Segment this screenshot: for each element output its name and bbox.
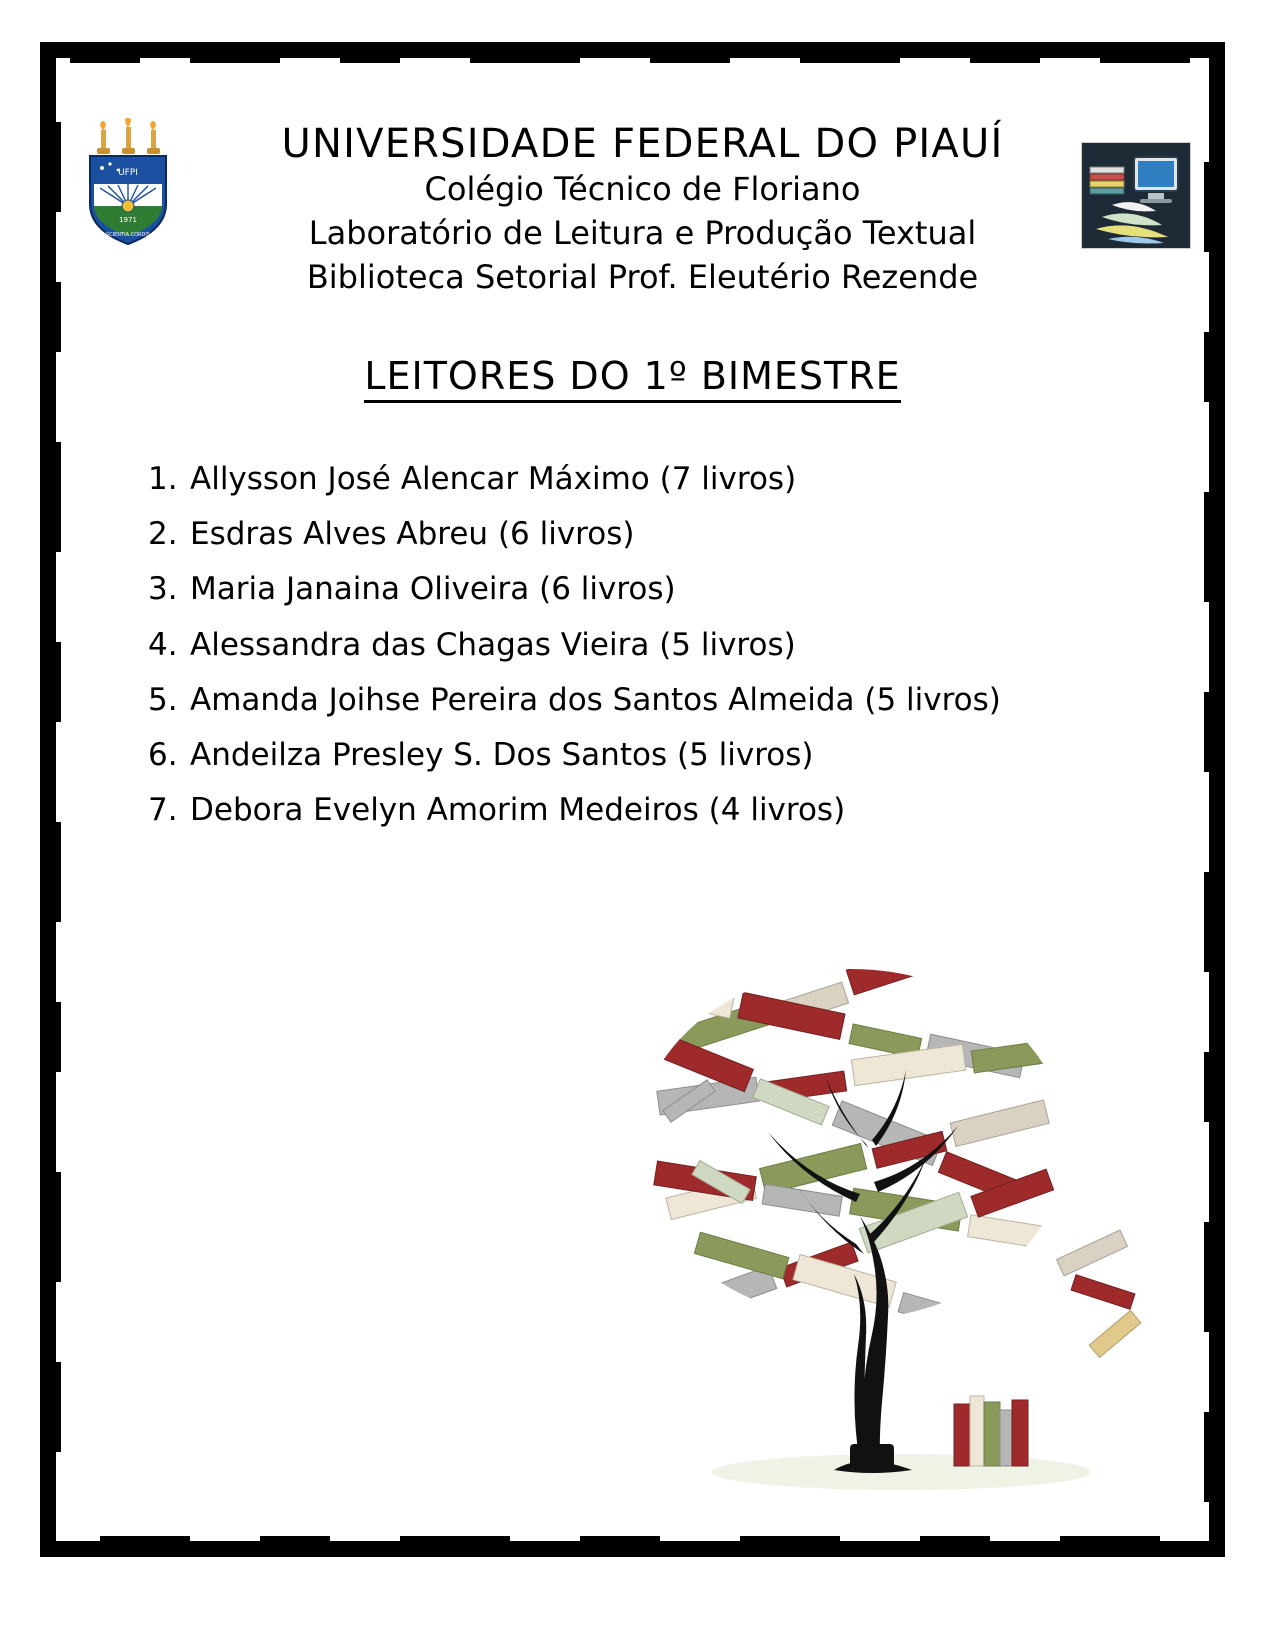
- list-item-rank: 2.: [148, 516, 178, 553]
- list-item: [148, 618, 1203, 673]
- readers-list: [62, 452, 1203, 838]
- list-item: [148, 562, 1203, 617]
- tree-of-books-illustration: [602, 944, 1162, 1504]
- list-item: [148, 783, 1203, 838]
- document-content: [62, 64, 1203, 1535]
- list-item: [148, 728, 1203, 783]
- lab-name: Laboratório de Leitura e Produção Textual: [308, 213, 977, 252]
- svg-text:SCIENTIA CORDIS: SCIENTIA CORDIS: [106, 232, 150, 238]
- list-item-name: Andeilza Presley S. Dos Santos: [190, 736, 668, 773]
- list-item-rank: 5.: [148, 681, 178, 718]
- list-item-rank: 6.: [148, 736, 178, 773]
- computer-books-logo-icon: [1081, 142, 1191, 249]
- list-item-books: (5 livros): [864, 681, 1001, 718]
- ufpi-crest-icon: [80, 118, 176, 248]
- unit-name: Colégio Técnico de Floriano: [424, 169, 861, 208]
- list-item-books: (4 livros): [708, 792, 846, 829]
- institution-name: UNIVERSIDADE FEDERAL DO PIAUÍ: [281, 121, 1004, 167]
- svg-text:1971: 1971: [119, 216, 137, 224]
- list-item-name: Allysson José Alencar Máximo: [190, 461, 650, 497]
- list-item-rank: 4.: [148, 626, 178, 663]
- list-item-books: (7 livros): [659, 461, 797, 497]
- list-item-name: Debora Evelyn Amorim Medeiros: [190, 792, 699, 829]
- svg-text:UFPI: UFPI: [118, 168, 138, 178]
- list-item-rank: 1.: [148, 461, 178, 497]
- document-header: [62, 64, 1203, 297]
- page-title-text: LEITORES DO 1º BIMESTRE: [364, 354, 900, 403]
- list-item-books: (5 livros): [659, 626, 796, 663]
- list-item: [148, 452, 1203, 507]
- list-item-name: Alessandra das Chagas Vieira: [190, 626, 650, 663]
- page-title: [62, 354, 1203, 398]
- list-item: [148, 673, 1203, 728]
- list-item-name: Maria Janaina Oliveira: [190, 571, 530, 608]
- list-item-books: (6 livros): [497, 516, 635, 553]
- list-item-name: Amanda Joihse Pereira dos Santos Almeida: [190, 681, 855, 718]
- list-item: [148, 507, 1203, 562]
- list-item-books: (6 livros): [539, 571, 676, 608]
- list-item-books: (5 livros): [676, 736, 814, 773]
- list-item-name: Esdras Alves Abreu: [190, 516, 489, 553]
- library-name: Biblioteca Setorial Prof. Eleutério Rezende: [306, 258, 979, 297]
- list-item-rank: 7.: [148, 792, 178, 829]
- list-item-rank: 3.: [148, 571, 178, 608]
